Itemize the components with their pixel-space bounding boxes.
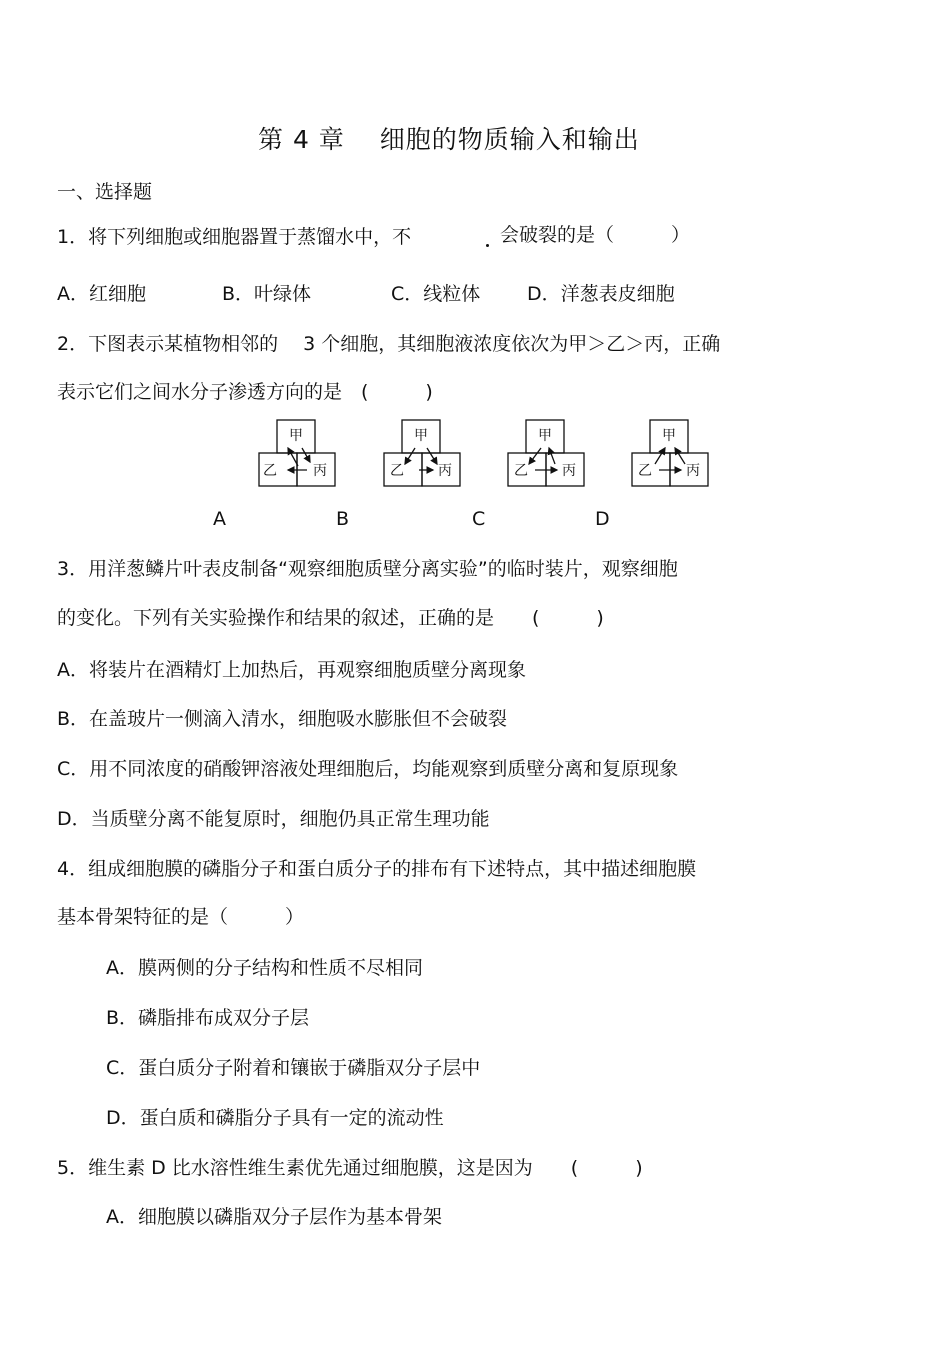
cell-label-right: 丙	[686, 463, 700, 479]
q3-line1: 3．用洋葱鳞片叶表皮制备“观察细胞质壁分离实验”的临时装片，观察细胞	[57, 558, 678, 580]
arrow-top-to-right	[427, 448, 437, 464]
q1-option-b: B．叶绿体	[222, 283, 312, 305]
figure-label-a: A	[213, 508, 226, 530]
q1-option-a: A．红细胞	[57, 283, 146, 305]
q1-stem-b: 会破裂的是（ ）	[500, 224, 691, 246]
cell-label-top: 甲	[289, 428, 303, 444]
cell-label-right: 丙	[438, 463, 452, 479]
cell-label-left: 乙	[638, 463, 652, 479]
figure-label-c: C	[472, 508, 486, 530]
cell-label-top: 甲	[414, 428, 428, 444]
q3-option-d: D．当质壁分离不能复原时，细胞仍具正常生理功能	[57, 808, 490, 830]
q4-option-d: D．蛋白质和磷脂分子具有一定的流动性	[106, 1107, 444, 1129]
page-title: 第 4 章 细胞的物质输入和输出	[258, 125, 640, 154]
q1-option-d: D．洋葱表皮细胞	[527, 283, 675, 305]
q3-option-b: B．在盖玻片一侧滴入清水，细胞吸水膨胀但不会破裂	[57, 708, 508, 730]
q2-line1: 2．下图表示某植物相邻的 3 个细胞，其细胞液浓度依次为甲＞乙＞丙，正确	[57, 333, 721, 355]
arrow-right-to-top	[675, 448, 685, 464]
q4-line1: 4．组成细胞膜的磷脂分子和蛋白质分子的排布有下述特点，其中描述细胞膜	[57, 858, 697, 880]
cell-label-right: 丙	[313, 463, 327, 479]
q1-stem-a: 1．将下列细胞或细胞器置于蒸馏水中，不	[57, 226, 412, 248]
arrow-top-to-right	[302, 448, 310, 462]
q1-option-c: C．线粒体	[391, 283, 481, 305]
q3-option-c: C．用不同浓度的硝酸钾溶液处理细胞后，均能观察到质壁分离和复原现象	[57, 758, 679, 780]
arrow-top-to-left	[529, 448, 541, 464]
q5-line1: 5．维生素 D 比水溶性维生素优先通过细胞膜，这是因为 ( )	[57, 1157, 643, 1179]
cell-diagram-d	[631, 420, 709, 488]
cell-diagram-a	[258, 420, 336, 488]
q2-line2: 表示它们之间水分子渗透方向的是 ( )	[57, 381, 433, 403]
arrow-left-to-top	[655, 448, 665, 464]
q4-line2: 基本骨架特征的是（ ）	[57, 906, 305, 928]
q3-line2: 的变化。下列有关实验操作和结果的叙述，正确的是 ( )	[57, 607, 604, 629]
cell-label-left: 乙	[514, 463, 528, 479]
q4-option-c: C．蛋白质分子附着和镶嵌于磷脂双分子层中	[106, 1057, 481, 1079]
figure-label-b: B	[336, 508, 350, 530]
q4-option-b: B．磷脂排布成双分子层	[106, 1007, 310, 1029]
cell-label-top: 甲	[662, 428, 676, 444]
cell-diagram-c	[507, 420, 585, 488]
emphasis-dot	[486, 244, 489, 247]
cell-diagram-b	[383, 420, 461, 488]
arrow-top-to-left	[405, 448, 415, 464]
cell-label-left: 乙	[263, 463, 277, 479]
cell-label-top: 甲	[538, 428, 552, 444]
cell-label-right: 丙	[562, 463, 576, 479]
q4-option-a: A．膜两侧的分子结构和性质不尽相同	[106, 957, 423, 979]
q3-option-a: A．将装片在酒精灯上加热后，再观察细胞质壁分离现象	[57, 659, 526, 681]
arrow-right-to-top	[549, 448, 555, 464]
section-heading: 一、选择题	[57, 181, 153, 203]
q5-option-a: A．细胞膜以磷脂双分子层作为基本骨架	[106, 1206, 442, 1228]
figure-label-d: D	[595, 508, 610, 530]
cell-label-left: 乙	[390, 463, 404, 479]
